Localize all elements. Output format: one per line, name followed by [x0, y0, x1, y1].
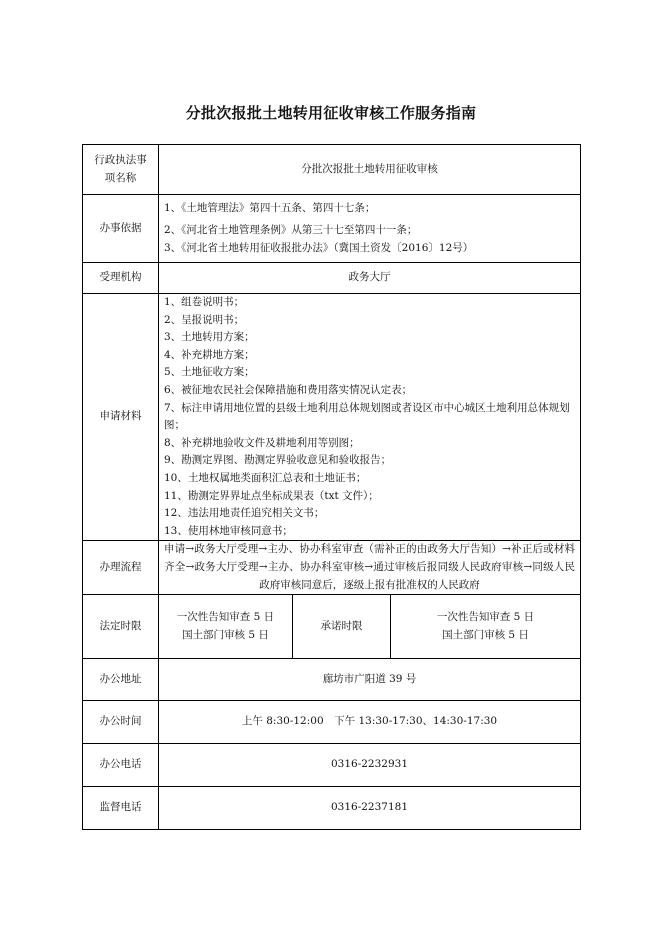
row-basis: [83, 195, 581, 263]
page-title: 分批次报批土地转用征收审核工作服务指南: [185, 104, 477, 122]
material-item: 1、组卷说明书；: [164, 296, 245, 308]
row-process: [83, 541, 581, 595]
supervision-label: 监督电话: [83, 787, 159, 830]
promise-time-line: 一次性告知审查 5 日: [436, 611, 535, 623]
material-item: 4、补充耕地方案；: [164, 348, 255, 361]
process-label: 办理流程: [83, 541, 159, 595]
materials-label: 申请材料: [83, 294, 159, 541]
address-value: 廊坊市广阳道 39 号: [159, 659, 581, 701]
material-item: 3、土地转用方案；: [164, 331, 255, 344]
basis-value: [159, 195, 581, 263]
material-item: 10、土地权属地类面积汇总表和土地证书；: [164, 471, 367, 484]
promise-time-label: 承诺时限: [293, 595, 391, 659]
item-name-label-line2: 项名称: [104, 171, 137, 184]
row-address: [83, 659, 581, 701]
row-materials: [83, 294, 581, 541]
material-item: 8、补充耕地验收文件及耕地利用等别图；: [164, 436, 360, 449]
process-value: [159, 541, 581, 595]
row-phone: [83, 744, 581, 787]
material-item: 11、勘测定界界址点坐标成果表（txt 文件）；: [164, 489, 379, 502]
material-item: 5、土地征收方案；: [164, 366, 255, 379]
row-hours: [83, 701, 581, 744]
process-text: 申请→政务大厅受理→主办、协办科室审查（需补正的由政务大厅告知）→补正后或材料齐全→政务大厅受理→主办、协办科室审核→通过审核后报同级人民政府审核→同级人民政府审核同意后，逐级上报有批准权的人民政府: [164, 543, 576, 591]
row-time-limit: [83, 595, 581, 659]
service-guide-table: [82, 144, 581, 830]
agency-value: 政务大厅: [159, 263, 581, 294]
material-item: 12、违法用地责任追究相关文书；: [164, 507, 325, 520]
basis-item: 3、《河北省土地转用征收报批办法》（冀国土资发〔2016〕12号）: [164, 241, 474, 254]
material-item: 6、被征地农民社会保障措施和费用落实情况认定表；: [164, 383, 413, 396]
material-item: 13、使用林地审核同意书；: [164, 524, 293, 537]
material-item: 2、呈报说明书；: [164, 313, 245, 326]
basis-item: 1、《土地管理法》第四十五条、第四十七条；: [164, 201, 376, 214]
agency-label: 受理机构: [83, 263, 159, 294]
materials-value: [159, 294, 581, 541]
promise-time-line: 国土部门审核 5 日: [442, 628, 529, 641]
legal-time-limit-value: [159, 595, 293, 659]
address-label: 办公地址: [83, 659, 159, 701]
hours-label: 办公时间: [83, 701, 159, 744]
row-agency: [83, 263, 581, 294]
item-name-label-line1: 行政执法事: [94, 153, 147, 166]
time-limit-label: 法定时限: [83, 595, 159, 659]
supervision-value: 0316-2237181: [159, 787, 581, 830]
basis-item: 2、《河北省土地管理条例》从第三十七至第四十一条；: [164, 224, 418, 237]
row-item-name: [83, 145, 581, 195]
row-supervision: [83, 787, 581, 830]
basis-label: 办事依据: [83, 195, 159, 263]
legal-time-line: 国土部门审核 5 日: [182, 628, 269, 641]
legal-time-line: 一次性告知审查 5 日: [176, 611, 275, 623]
hours-value: 上午 8:30-12:00 下午 13:30-17:30、14:30-17:30: [159, 701, 581, 744]
promise-time-value: [391, 595, 581, 659]
phone-value: 0316-2232931: [159, 744, 581, 787]
item-name-label: [83, 145, 159, 195]
material-item: 7、标注申请用地位置的县级土地利用总体规划图或者设区市中心城区土地利用总体规划图；: [164, 401, 570, 432]
item-name-value: 分批次报批土地转用征收审核: [159, 145, 581, 195]
material-item: 9、勘测定界图、勘测定界验收意见和验收报告；: [164, 454, 392, 467]
phone-label: 办公电话: [83, 744, 159, 787]
